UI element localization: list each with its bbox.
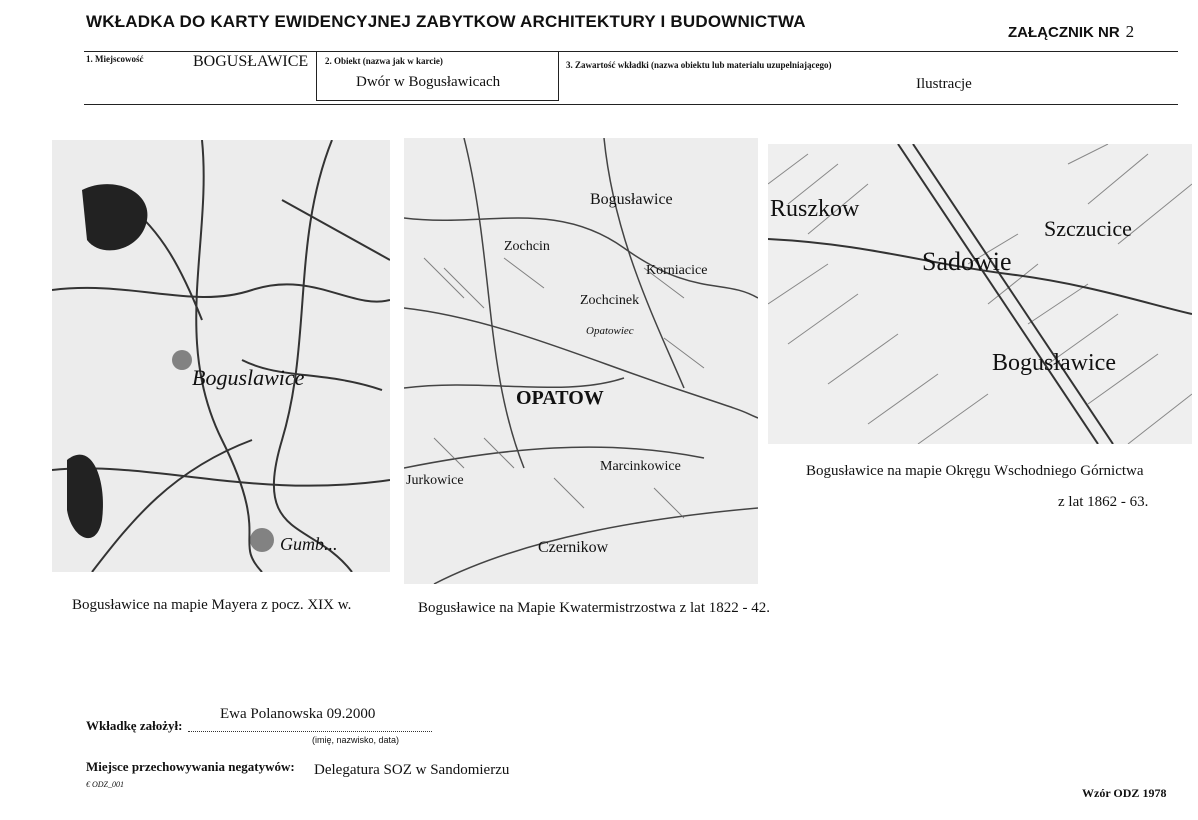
mining-map-label: Szczucice [1044,216,1132,241]
mining-map-caption-line2: z lat 1862 - 63. [1058,494,1149,510]
mayer-map-label: Boguslawice [192,365,305,390]
object-value: Dwór w Bogusławicach [356,74,501,90]
quartermaster-map-label: Czernikow [538,539,609,556]
field-separator-1 [316,51,317,100]
contents-value: Ilustracje [916,76,972,92]
mining-map-label: Ruszkow [770,196,860,222]
annex-value: 2 [1125,22,1135,41]
locality-value: BOGUSŁAWICE [193,53,309,70]
field-separator-2 [558,51,559,100]
mining-map-label: Sadowie [922,247,1012,276]
negatives-label: Miejsce przechowywania negatywów: [86,759,295,774]
quartermaster-map-label: Jurkowice [406,473,464,488]
object-label: 2. Obiekt (nazwa jak w karcie) [325,56,443,66]
mayer-map-caption: Bogusławice na mapie Mayera z pocz. XIX w. [72,597,352,613]
quartermaster-map-label: OPATOW [516,387,604,409]
annex-number [1008,22,1134,42]
quartermaster-map-label: Opatowiec [586,325,634,337]
inserted-by-value: Ewa Polanowska 09.2000 [220,706,376,722]
locality-label: 1. Miejscowość [86,54,144,64]
inserted-by-dotted-line [188,731,432,732]
quartermaster-map-label: Bogusławice [590,191,673,208]
mining-map-label: Bogusławice [992,350,1116,376]
quartermaster-map-label: Zochcin [504,239,550,254]
quartermaster-map-label: Zochcinek [580,293,640,308]
mayer-map-label: Gumb... [280,534,338,554]
quartermaster-map-label: Marcinkowice [600,459,681,474]
quartermaster-map-label: Korniacice [646,263,708,278]
mayer-map-image [52,140,390,572]
field-divider-rule [316,100,559,101]
document-code-value: ODZ_001 [92,780,125,789]
mining-map-caption-line1: Bogusławice na mapie Okręgu Wschodniego Górnictwa [806,463,1144,479]
document-code [86,780,124,789]
inserted-by-label: Wkładkę założył: [86,718,183,733]
document-title: WKŁADKA DO KARTY EWIDENCYJNEJ ZABYTKOW ARCHITEKTURY I BUDOWNICTWA [86,12,806,31]
contents-label: 3. Zawartość wkładki (nazwa obiektu lub materialu uzupelniającego) [566,60,832,70]
negatives-value: Delegatura SOZ w Sandomierzu [314,762,510,778]
header-bottom-rule [84,104,1178,105]
header-top-rule [84,51,1178,52]
annex-label: ZAŁĄCZNIK NR [1008,24,1120,41]
mining-map-image [768,144,1192,444]
quartermaster-map-caption: Bogusławice na Mapie Kwatermistrzostwa z lat 1822 - 42. [418,600,770,616]
form-model: Wzór ODZ 1978 [1082,786,1167,800]
code-mark: € [86,780,92,789]
quartermaster-map-image [404,138,758,584]
inserted-by-hint: (imię, nazwisko, data) [312,735,400,745]
